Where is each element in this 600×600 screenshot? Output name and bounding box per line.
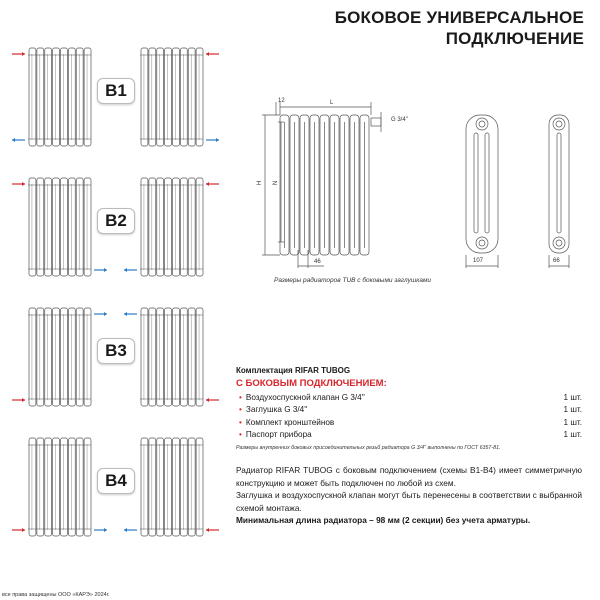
radiator-section: [61, 178, 68, 276]
supply-arrow-icon: [12, 52, 25, 56]
scheme-b3: [0, 302, 230, 412]
radiator-left: [28, 48, 91, 146]
return-arrow-icon: [94, 312, 107, 316]
side-view-66: [549, 115, 569, 268]
supply-arrow-icon: [206, 52, 219, 56]
radiator-left: [28, 438, 91, 536]
title-line-2: ПОДКЛЮЧЕНИЕ: [445, 29, 584, 48]
radiator-section: [157, 438, 164, 536]
supply-arrow-icon: [12, 528, 25, 532]
radiator-section: [29, 308, 36, 406]
kit-section: [236, 366, 582, 451]
radiator-section: [149, 48, 156, 146]
radiator-section: [84, 48, 91, 146]
scheme-b1: [0, 42, 230, 152]
dim-46: 46: [314, 259, 321, 265]
radiator-section: [149, 438, 156, 536]
dim-thread: G 3/4'': [391, 117, 408, 123]
dim-66: 66: [553, 258, 560, 264]
radiator-section: [180, 308, 187, 406]
radiator-section: [45, 48, 52, 146]
description-p1: Радиатор RIFAR TUBOG с боковым подключением (схемы B1-B4) имеет симметричную конструкцию и может быть подключен по любой из схем.: [236, 465, 582, 488]
title-line-1: БОКОВОЕ УНИВЕРСАЛЬНОЕ: [334, 8, 584, 27]
bullet-icon: •: [239, 430, 242, 439]
kit-subtitle: С БОКОВЫМ ПОДКЛЮЧЕНИЕМ:: [236, 378, 387, 389]
kit-item: [236, 418, 582, 427]
radiator-section: [196, 308, 203, 406]
kit-item-qty: 1 шт.: [563, 392, 582, 402]
radiator-section: [76, 438, 83, 536]
dim-L: L: [330, 100, 334, 106]
radiator-section: [180, 178, 187, 276]
radiator-section: [149, 308, 156, 406]
radiator-section: [84, 178, 91, 276]
radiator-section: [53, 438, 60, 536]
radiator-section: [157, 178, 164, 276]
return-arrow-icon: [124, 312, 137, 316]
scheme-label: B2: [97, 208, 135, 234]
radiator-section: [53, 48, 60, 146]
radiator-section: [188, 308, 195, 406]
description-p2: Заглушка и воздухоспускной клапан могут быть перенесены в соответствии с выбранной схемой монтажа.: [236, 490, 582, 513]
radiator-section: [61, 438, 68, 536]
return-arrow-icon: [124, 268, 137, 272]
radiator-section: [68, 308, 75, 406]
radiator-section: [45, 308, 52, 406]
kit-item-qty: 1 шт.: [563, 417, 582, 427]
radiator-section: [84, 438, 91, 536]
radiator-section: [188, 178, 195, 276]
kit-note: Размеры внутренних боковых присоединительных резьб радиатора G 3/4'' выполнены по ГОСТ 6357-81.: [236, 445, 501, 451]
kit-item: [236, 405, 582, 414]
return-arrow-icon: [94, 268, 107, 272]
supply-arrow-icon: [12, 398, 25, 402]
side-view-107: [466, 115, 498, 268]
kit-item-qty: 1 шт.: [563, 405, 582, 414]
radiator-section: [29, 438, 36, 536]
description-p3: Минимальная длина радиатора – 98 мм (2 секции) без учета арматуры.: [236, 515, 531, 526]
radiator-section: [173, 178, 180, 276]
bullet-icon: •: [239, 405, 242, 414]
kit-item-qty: 1 шт.: [563, 430, 582, 439]
radiator-section: [45, 438, 52, 536]
radiator-section: [149, 178, 156, 276]
dim-H: H: [257, 180, 264, 186]
radiator-section: [53, 178, 60, 276]
radiator-section: [76, 48, 83, 146]
kit-item-label: Воздухоспускной клапан G 3/4'': [245, 392, 365, 402]
radiator-right: [140, 308, 203, 406]
radiator-section: [141, 308, 148, 406]
radiator-right: [140, 178, 203, 276]
radiator-section: [180, 438, 187, 536]
radiator-section: [76, 308, 83, 406]
radiator-section: [188, 438, 195, 536]
return-arrow-icon: [206, 138, 219, 142]
kit-item-label: Заглушка G 3/4'': [245, 405, 308, 414]
radiator-right: [140, 48, 203, 146]
radiator-section: [61, 308, 68, 406]
supply-arrow-icon: [206, 528, 219, 532]
radiator-section: [157, 308, 164, 406]
radiator-section: [165, 178, 172, 276]
radiator-section: [188, 48, 195, 146]
radiator-section: [68, 438, 75, 536]
radiator-left: [28, 308, 91, 406]
dimension-drawing: [240, 90, 600, 290]
radiator-section: [173, 48, 180, 146]
radiator-section: [196, 178, 203, 276]
radiator-section: [29, 178, 36, 276]
kit-item-label: Паспорт прибора: [245, 430, 312, 439]
radiator-section: [29, 48, 36, 146]
supply-arrow-icon: [12, 182, 25, 186]
radiator-section: [173, 308, 180, 406]
front-view: [262, 102, 381, 268]
page-title: [335, 7, 584, 49]
kit-item-name: [239, 430, 312, 439]
dim-12: 12: [278, 98, 285, 104]
radiator-section: [37, 438, 44, 536]
return-arrow-icon: [12, 138, 25, 142]
radiator-section: [165, 308, 172, 406]
kit-item-name: [239, 393, 365, 402]
kit-item-label: Комплект кронштейнов: [245, 417, 335, 427]
radiator-section: [157, 48, 164, 146]
footer-copyright: все права защищены ООО «КАРЭ» 2024г.: [2, 592, 110, 598]
scheme-label: B4: [97, 468, 135, 494]
kit-title: Комплектация RIFAR TUBOG: [236, 366, 351, 375]
radiator-section: [37, 178, 44, 276]
radiator-section: [165, 48, 172, 146]
scheme-label: B1: [97, 78, 135, 104]
supply-arrow-icon: [206, 182, 219, 186]
radiator-section: [141, 48, 148, 146]
radiator-section: [68, 48, 75, 146]
return-arrow-icon: [124, 528, 137, 532]
radiator-left: [28, 178, 91, 276]
radiator-section: [84, 308, 91, 406]
radiator-section: [76, 178, 83, 276]
radiator-section: [61, 48, 68, 146]
radiator-section: [45, 178, 52, 276]
radiator-section: [196, 438, 203, 536]
kit-item: [236, 430, 582, 439]
radiator-right: [140, 438, 203, 536]
bullet-icon: •: [239, 392, 242, 402]
radiator-section: [173, 438, 180, 536]
radiator-dimension-svg: [240, 90, 600, 290]
drawing-caption: Размеры радиаторов TUB с боковыми заглушками: [274, 277, 432, 284]
scheme-b2: [0, 172, 230, 282]
kit-item: [236, 393, 582, 402]
radiator-section: [37, 308, 44, 406]
radiator-section: [180, 48, 187, 146]
radiator-section: [37, 48, 44, 146]
return-arrow-icon: [94, 528, 107, 532]
radiator-section: [165, 438, 172, 536]
scheme-label: B3: [97, 338, 135, 364]
dim-N: N: [273, 180, 280, 186]
dim-107: 107: [473, 258, 484, 264]
bullet-icon: •: [239, 417, 242, 427]
kit-item-name: [239, 405, 307, 414]
radiator-section: [53, 308, 60, 406]
radiator-section: [196, 48, 203, 146]
description: [236, 464, 582, 527]
scheme-b4: [0, 432, 230, 542]
radiator-section: [68, 178, 75, 276]
kit-item-name: [239, 418, 334, 427]
supply-arrow-icon: [206, 398, 219, 402]
radiator-section: [141, 438, 148, 536]
radiator-section: [141, 178, 148, 276]
